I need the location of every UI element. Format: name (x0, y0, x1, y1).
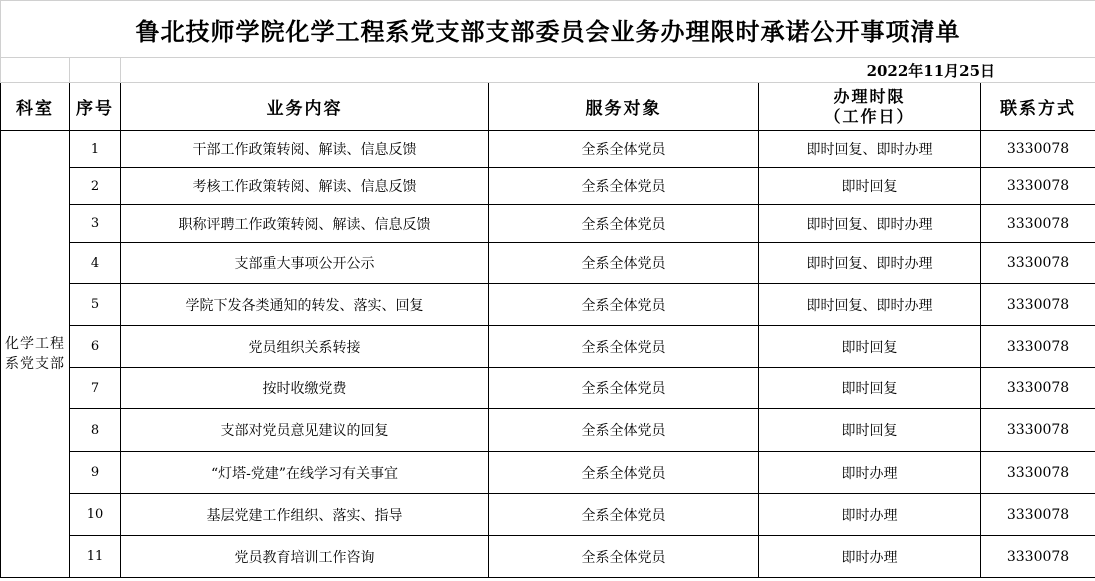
limit-cell[interactable]: 即时回复 (759, 326, 981, 368)
contact-cell[interactable]: 3330078 (981, 243, 1095, 284)
limit-cell[interactable]: 即时办理 (759, 452, 981, 494)
target-cell[interactable]: 全系全体党员 (489, 494, 759, 536)
content-cell[interactable]: 职称评聘工作政策转阅、解读、信息反馈 (121, 205, 489, 243)
content-cell[interactable]: 干部工作政策转阅、解读、信息反馈 (121, 131, 489, 168)
target-cell[interactable]: 全系全体党员 (489, 368, 759, 409)
limit-cell[interactable]: 即时回复 (759, 368, 981, 409)
seq-cell[interactable]: 9 (70, 452, 121, 494)
table-row (1, 409, 1095, 452)
seq-cell[interactable]: 1 (70, 131, 121, 168)
limit-cell[interactable]: 即时回复、即时办理 (759, 284, 981, 326)
target-cell[interactable]: 全系全体党员 (489, 409, 759, 452)
table-row (1, 284, 1095, 326)
table-row (1, 536, 1095, 578)
contact-cell[interactable]: 3330078 (981, 368, 1095, 409)
empty-cell[interactable] (70, 58, 121, 83)
contact-cell[interactable]: 3330078 (981, 131, 1095, 168)
contact-cell[interactable]: 3330078 (981, 536, 1095, 578)
table-row (1, 168, 1095, 205)
content-cell[interactable]: 按时收缴党费 (121, 368, 489, 409)
content-cell[interactable]: 考核工作政策转阅、解读、信息反馈 (121, 168, 489, 205)
seq-cell[interactable]: 4 (70, 243, 121, 284)
limit-cell[interactable]: 即时回复、即时办理 (759, 205, 981, 243)
target-cell[interactable]: 全系全体党员 (489, 326, 759, 368)
table-row (1, 326, 1095, 368)
contact-cell[interactable]: 3330078 (981, 452, 1095, 494)
content-cell[interactable]: 党员教育培训工作咨询 (121, 536, 489, 578)
table-row (1, 494, 1095, 536)
table-row (1, 131, 1095, 168)
seq-cell[interactable]: 8 (70, 409, 121, 452)
limit-cell[interactable]: 即时回复 (759, 168, 981, 205)
target-cell[interactable]: 全系全体党员 (489, 243, 759, 284)
empty-cell[interactable] (1, 58, 70, 83)
contact-cell[interactable]: 3330078 (981, 205, 1095, 243)
target-cell[interactable]: 全系全体党员 (489, 536, 759, 578)
contact-cell[interactable]: 3330078 (981, 168, 1095, 205)
contact-cell[interactable]: 3330078 (981, 494, 1095, 536)
content-cell[interactable]: 学院下发各类通知的转发、落实、回复 (121, 284, 489, 326)
dept-line2: 系党支部 (5, 356, 65, 372)
target-cell[interactable]: 全系全体党员 (489, 131, 759, 168)
seq-cell[interactable]: 3 (70, 205, 121, 243)
date-row (1, 58, 1095, 83)
header-row (1, 83, 1095, 131)
limit-cell[interactable]: 即时办理 (759, 536, 981, 578)
header-contact[interactable]: 联系方式 (981, 83, 1095, 131)
seq-cell[interactable]: 6 (70, 326, 121, 368)
target-cell[interactable]: 全系全体党员 (489, 284, 759, 326)
header-limit-line1: 办理时限 (833, 86, 906, 106)
header-limit[interactable] (759, 83, 981, 131)
limit-cell[interactable]: 即时回复 (759, 409, 981, 452)
date-cell[interactable]: 2022年11月25日 (121, 58, 1095, 83)
content-cell[interactable]: 党员组织关系转接 (121, 326, 489, 368)
dept-cell[interactable] (1, 131, 70, 578)
content-cell[interactable]: 支部重大事项公开公示 (121, 243, 489, 284)
dept-line1: 化学工程 (5, 336, 65, 352)
table-row (1, 452, 1095, 494)
content-cell[interactable]: 支部对党员意见建议的回复 (121, 409, 489, 452)
limit-cell[interactable]: 即时回复、即时办理 (759, 243, 981, 284)
page-title[interactable]: 鲁北技师学院化学工程系党支部支部委员会业务办理限时承诺公开事项清单 (1, 1, 1095, 58)
table-body (1, 131, 1095, 578)
limit-cell[interactable]: 即时回复、即时办理 (759, 131, 981, 168)
header-dept[interactable]: 科室 (1, 83, 70, 131)
limit-cell[interactable]: 即时办理 (759, 494, 981, 536)
header-target[interactable]: 服务对象 (489, 83, 759, 131)
content-cell[interactable]: 基层党建工作组织、落实、指导 (121, 494, 489, 536)
seq-cell[interactable]: 5 (70, 284, 121, 326)
seq-cell[interactable]: 11 (70, 536, 121, 578)
seq-cell[interactable]: 2 (70, 168, 121, 205)
contact-cell[interactable]: 3330078 (981, 409, 1095, 452)
seq-cell[interactable]: 7 (70, 368, 121, 409)
target-cell[interactable]: 全系全体党员 (489, 452, 759, 494)
seq-cell[interactable]: 10 (70, 494, 121, 536)
contact-cell[interactable]: 3330078 (981, 284, 1095, 326)
target-cell[interactable]: 全系全体党员 (489, 205, 759, 243)
contact-cell[interactable]: 3330078 (981, 326, 1095, 368)
header-limit-line2: （工作日） (824, 106, 915, 126)
table-row (1, 243, 1095, 284)
header-seq[interactable]: 序号 (70, 83, 121, 131)
content-cell[interactable]: “灯塔-党建”在线学习有关事宜 (121, 452, 489, 494)
header-content[interactable]: 业务内容 (121, 83, 489, 131)
table-row (1, 368, 1095, 409)
title-row (1, 1, 1095, 58)
target-cell[interactable]: 全系全体党员 (489, 168, 759, 205)
table-row (1, 205, 1095, 243)
